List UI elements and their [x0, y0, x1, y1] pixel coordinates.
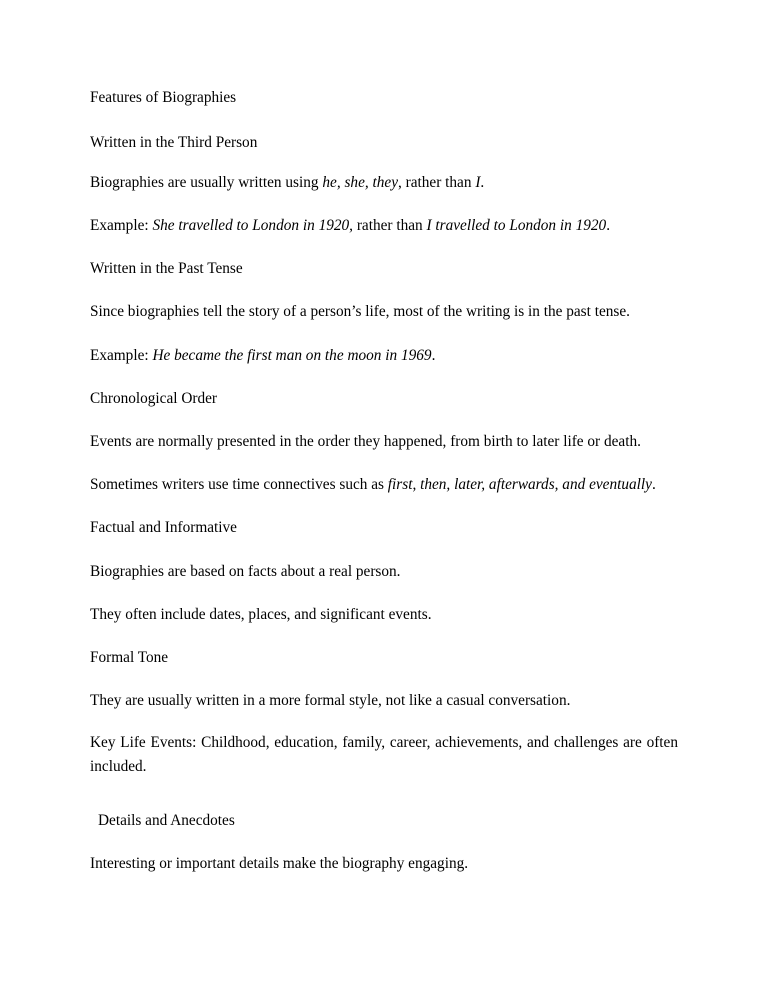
- italic-span: he, she, they: [322, 174, 398, 191]
- italic-span: I: [475, 174, 481, 191]
- text-span: Sometimes writers use time connectives such as: [90, 476, 388, 493]
- text-span: .: [431, 347, 436, 364]
- section-heading-chronological-order: Chronological Order: [90, 390, 218, 407]
- section-heading-past-tense: Written in the Past Tense: [90, 260, 243, 277]
- paragraph-past-tense-example: [90, 346, 435, 366]
- italic-span: He became the first man on the moon in 1969: [152, 347, 432, 364]
- text-span: Biographies are usually written using: [90, 174, 323, 191]
- paragraph-dates-places: They often include dates, places, and significant events.: [90, 606, 432, 623]
- text-span: , rather than: [398, 174, 476, 191]
- paragraph-time-connectives: [90, 475, 656, 495]
- text-span: rather than: [353, 217, 427, 234]
- paragraph-third-person-example: [90, 216, 610, 236]
- text-span: Example:: [90, 217, 153, 234]
- italic-span: first, then, later, afterwards, and eventually: [387, 476, 652, 493]
- section-heading-third-person: Written in the Third Person: [90, 134, 258, 151]
- text-span: .: [480, 174, 485, 191]
- paragraph-facts-real-person: Biographies are based on facts about a real person.: [90, 563, 401, 580]
- text-span: .: [651, 476, 656, 493]
- paragraph-past-tense-reason: Since biographies tell the story of a person’s life, most of the writing is in the past tense.: [90, 303, 630, 320]
- text-span: Example:: [90, 347, 153, 364]
- italic-span: She travelled to London in 1920,: [152, 217, 353, 234]
- paragraph-engaging-details: Interesting or important details make the biography engaging.: [90, 855, 469, 872]
- paragraph-formal-style: They are usually written in a more formal style, not like a casual conversation.: [90, 692, 571, 709]
- paragraph-chronological-events: Events are normally presented in the order they happened, from birth to later life or death.: [90, 433, 641, 450]
- document-title: Features of Biographies: [90, 89, 237, 106]
- paragraph-third-person-usage: [90, 173, 484, 193]
- section-heading-factual: Factual and Informative: [90, 519, 237, 536]
- section-heading-details-anecdotes: Details and Anecdotes: [98, 812, 235, 829]
- section-heading-formal-tone: Formal Tone: [90, 649, 169, 666]
- italic-span: I travelled to London in 1920: [426, 217, 607, 234]
- paragraph-key-life-events: Key Life Events: Childhood, education, family, career, achievements, and challenges are often included.: [90, 734, 678, 775]
- text-span: .: [606, 217, 611, 234]
